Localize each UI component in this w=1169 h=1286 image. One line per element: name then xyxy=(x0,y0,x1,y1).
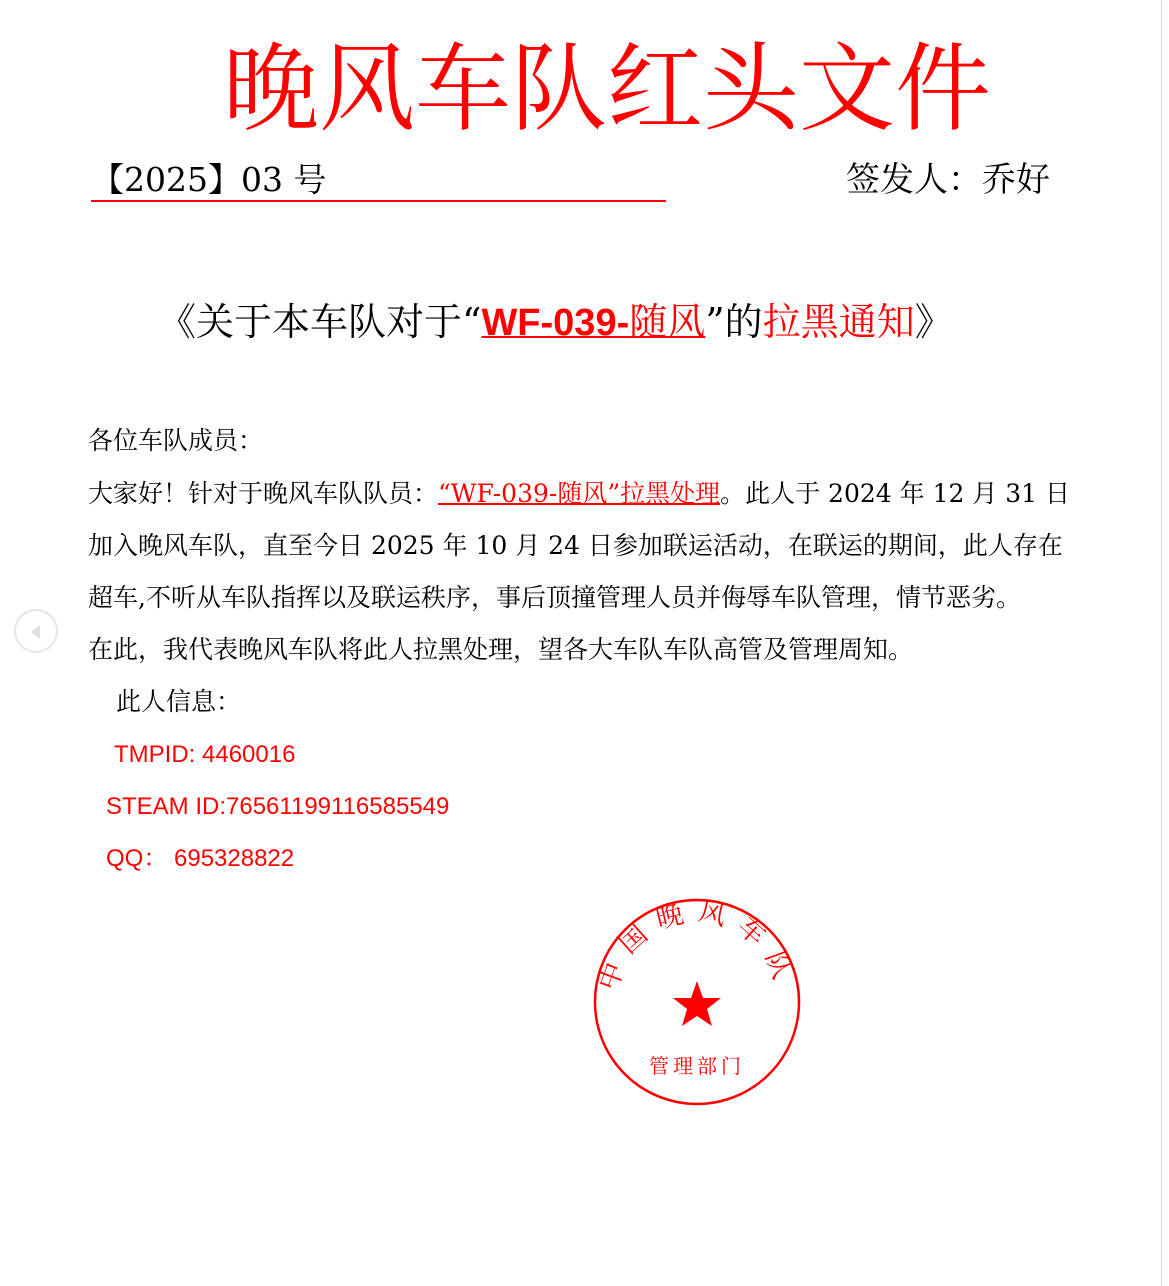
star-icon xyxy=(673,981,721,1026)
document-title: 晚风车队红头文件 xyxy=(223,33,991,145)
page-edge-divider xyxy=(1161,0,1162,1286)
headline-action: 拉黑通知 xyxy=(762,300,915,344)
headline-mid: ”的 xyxy=(705,300,763,344)
headline-open: 《关于本车队对于“ xyxy=(158,300,482,344)
body-line-2: 加入晚风车队，直至今日 2025 年 10 月 24 日参加联运活动，在联运的期间，此人存在 xyxy=(88,531,1063,560)
headline-close: 》 xyxy=(914,300,953,344)
info-qq: QQ： 695328822 xyxy=(106,845,295,872)
seal-bottom-text: 管理部门 xyxy=(649,1054,745,1078)
info-steam-id: STEAM ID:76561199116585549 xyxy=(106,793,450,820)
body-line-1 xyxy=(88,479,1070,509)
previous-page-button[interactable] xyxy=(14,609,58,653)
notice-headline xyxy=(158,298,953,347)
official-seal xyxy=(590,895,804,1109)
issuer: 签发人：乔好 xyxy=(846,160,1050,200)
salutation: 各位车队成员： xyxy=(88,426,264,455)
headline-name-cn: 随风 xyxy=(629,300,706,344)
body-line-1-pre: 大家好！针对于晚风车队队员： xyxy=(88,479,439,508)
body-line-1-post: 。此人于 2024 年 12 月 31 日 xyxy=(720,479,1071,508)
chevron-left-icon xyxy=(16,611,56,651)
body-line-1-highlight: “WF-039-随风”拉黑处理 xyxy=(438,479,721,508)
info-label: 此人信息： xyxy=(116,687,242,716)
info-tmpid: TMPID: 4460016 xyxy=(114,741,296,768)
body-line-3: 超车,不听从车队指挥以及联运秩序，事后顶撞管理人员并侮辱车队管理，情节恶劣。 xyxy=(88,583,1021,612)
headline-name-code: WF-039- xyxy=(481,302,630,344)
seal-arc-text: 中国晚风车队 xyxy=(592,895,802,995)
body-line-4: 在此，我代表晚风车队将此人拉黑处理，望各大车队车队高管及管理周知。 xyxy=(88,635,914,664)
document-number: 【2025】03 号 xyxy=(91,160,666,202)
